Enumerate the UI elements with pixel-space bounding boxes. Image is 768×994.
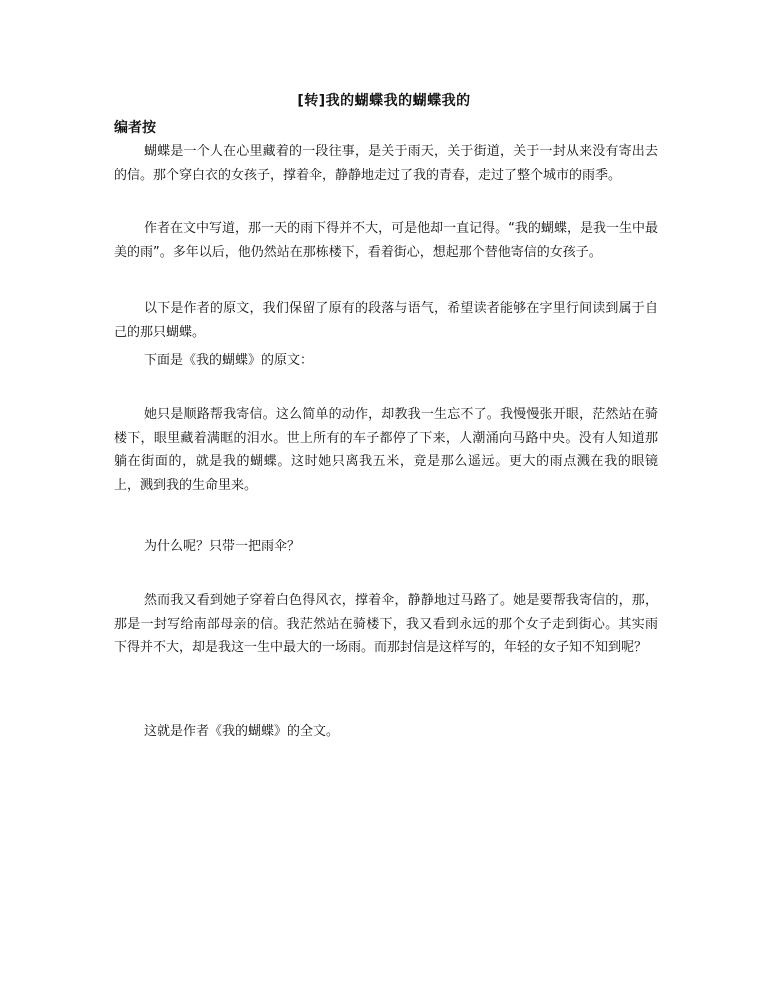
paragraph-5: 她只是顺路帮我寄信。这么简单的动作，却教我一生忘不了。我慢慢张开眼，茫然站在骑楼下，眼里藏着满眶的泪水。世上所有的车子都停了下来，人潮涌向马路中央。没有人知道那躺在街面的，就是我的蝴蝶。这时她只离我五米，竟是那么遥远。更大的雨点溅在我的眼镜上，溅到我的生命里来。 [114,407,658,493]
paragraph-4: 下面是《我的蝴蝶》的原文： [144,353,314,368]
document-subtitle: 编者按 [114,120,156,136]
paragraph-7: 然而我又看到她子穿着白色得风衣，撑着伞，静静地过马路了。她是要帮我寄信的，那，那是一封写给南部母亲的信。我茫然站在骑楼下，我又看到永远的那个女子走到街心。其实雨下得并不大，却是我这一生中最大的一场雨。而那封信是这样写的，年轻的女子知不知到呢？ [114,593,658,655]
document-title: [转]我的蝴蝶我的蝴蝶我的 [297,93,471,109]
paragraph-8: 这就是作者《我的蝴蝶》的全文。 [144,724,340,739]
paragraph-1: 蝴蝶是一个人在心里藏着的一段往事，是关于雨天，关于街道，关于一封从来没有寄出去的信。那个穿白衣的女孩子，撑着伞，静静地走过了我的青春，走过了整个城市的雨季。 [114,144,658,183]
paragraph-6: 为什么呢？只带一把雨伞？ [144,539,301,554]
paragraph-3: 以下是作者的原文，我们保留了原有的段落与语气，希望读者能够在字里行间读到属于自己的那只蝴蝶。 [114,301,658,340]
paragraph-2: 作者在文中写道，那一天的雨下得并不大，可是他却一直记得。“我的蝴蝶，是我一生中最美的雨”。多年以后，他仍然站在那栋楼下，看着街心，想起那个替他寄信的女孩子。 [114,221,658,260]
